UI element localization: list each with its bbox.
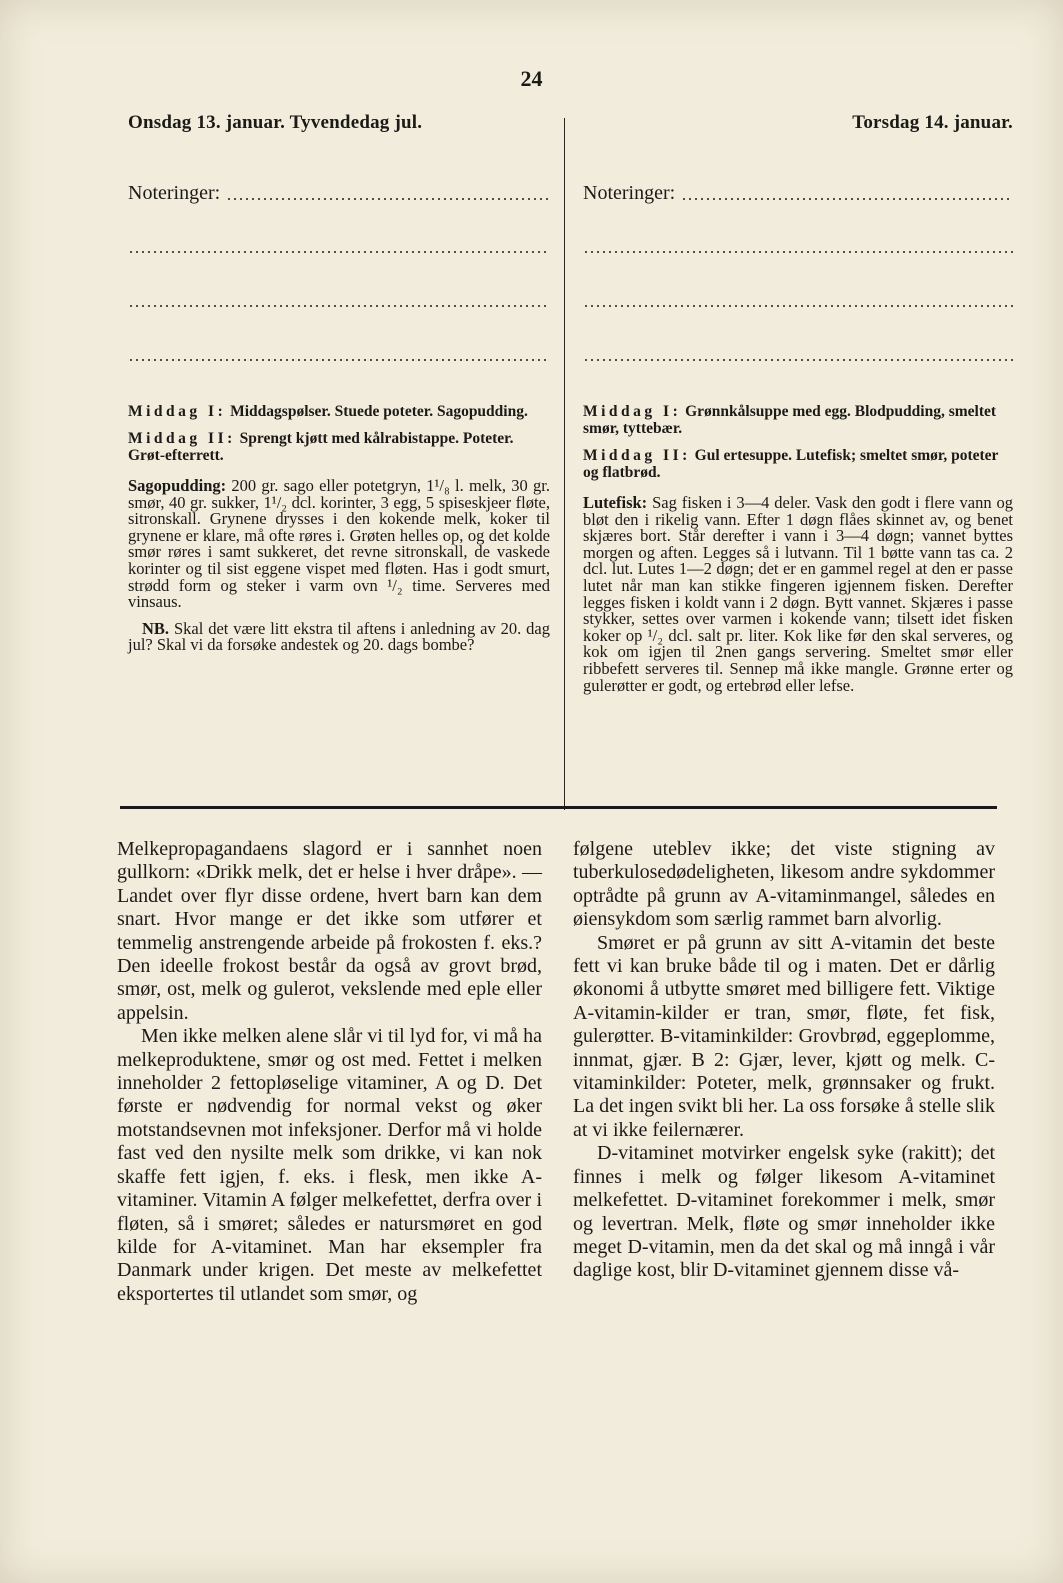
right-notes-dotted-line [583,251,1013,253]
left-notes-dotted-line [226,198,550,200]
left-recipe-label: Sagopudding: [128,476,227,495]
article-paragraph: følgene uteblev ikke; det viste stigning av tuberkulosedødeligheten, likesom andre sykdommer optrådte på grunn av A-vitaminmangel, således en øiensykdom som særlig rammet barn alvorlig. [573,838,995,931]
left-nb-label: NB. [142,618,170,638]
right-meals [583,403,1013,694]
right-meal-2-text: Gul ertesuppe. Lutefisk; smeltet smør, poteter og flatbrød. [583,447,999,481]
right-notes-dotted-line [583,359,1013,361]
right-day-header: Torsdag 14. januar. [852,112,1013,133]
right-meal-1-label: Middag I: [583,403,682,420]
section-divider [120,806,997,809]
left-meal-1-label: Middag I: [128,403,227,420]
left-recipe-text: 200 gr. sago eller potetgryn, 1¹/₈ l. melk, 30 gr. smør, 40 gr. sukker, 1¹/₂ dcl. korinter, 3 egg, 5 spiseskjeer fløte, sitronskall. Grynene drysses i den kokende melk, koker til grynene er klare, må ofte røres i. Grøten helles op, og det kolde smør røres i samt sukkeret, det revne sitronskall, de vaskede korinter og til sist eggene vispet med fløten. Has i godt smurt, strødd form og steker i varm ovn ¹/₂ time. Serveres med vinsaus. [128,476,551,612]
right-meal-1 [583,403,1013,437]
right-notes-dotted-line [681,198,1013,200]
left-notes-label: Noteringer: [128,182,221,204]
right-notes-label: Noteringer: [583,182,676,204]
left-meal-1-text: Middagspølser. Stuede poteter. Sagopudding. [230,403,528,420]
left-meal-2-label: Middag II: [128,430,236,447]
right-meal-2 [583,447,1013,481]
article-paragraph: D-vitaminet motvirker engelsk syke (rakitt); det finnes i melk og følger likesom A-vitaminet melkefettet. D-vitaminet forekommer i melk, smør og levertran. Melk, fløte og smør inneholder ikke meget D-vitamin, men da det skal og må inngå i vår daglige kost, blir D-vitaminet gjennem disse vå- [573,1142,995,1282]
left-notes-dotted-line [128,305,550,307]
article-right-column [573,838,995,1283]
article-paragraph: Smøret er på grunn av sitt A-vitamin det beste fett vi kan bruke både til og i maten. Det er dårlig økonomi å utbytte smøret med billigere fett. Viktige A-vitamin-kilder er tran, smør, fløte, fet fisk, gulerøtter. B-vitaminkilder: Grovbrød, eggeplomme, innmat, gjær. B 2: Gjær, lever, kjøtt og melk. C-vitaminkilder: Poteter, melk, grønnsaker og frukt. La det ingen svikt bli her. La oss forsøke å stelle slik at vi ikke feilernærer. [573,931,995,1141]
left-meal-1 [128,403,550,420]
left-day-header: Onsdag 13. januar. Tyvendedag jul. [128,112,423,133]
column-divider [564,118,565,810]
page-number: 24 [520,66,543,91]
right-day-column [583,112,1013,704]
right-recipe-label: Lutefisk: [583,493,648,512]
left-nb-text: Skal det være litt ekstra til aftens i anledning av 20. dag jul? Skal vi da forsøke andestek og 20. dags bombe? [128,618,550,655]
right-notes-dotted-line [583,305,1013,307]
right-meal-2-label: Middag II: [583,447,691,464]
left-day-column [128,112,550,664]
left-meals [128,403,550,654]
left-notes-dotted-line [128,359,550,361]
right-recipe [583,495,1013,694]
right-notes-section [583,182,1013,361]
right-meal-1-text: Grønnkålsuppe med egg. Blodpudding, smeltet smør, tyttebær. [583,403,997,437]
article-paragraph: Melkepropagandaens slagord er i sannhet noen gullkorn: «Drikk melk, det er helse i hver dråpe». — Landet over flyr disse ordene, hvert barn kan dem snart. Hvor mange er det ikke som utfører et temmelig anstrengende arbeide på frokosten f. eks.? Den ideelle frokost består da også av grovt brød, smør, ost, melk og gulerot, vekslende med eple eller appelsin. [117,838,542,1024]
article-paragraph: Men ikke melken alene slår vi til lyd for, vi må ha melkeproduktene, smør og ost med. Fettet i melken inneholder 2 fettopløselige vitaminer, A og D. Det første er nødvendig for normal vekst og øker motstandsevnen mot infeksjoner. Derfor må vi holde fast ved den nysilte melk som drikke, vi kan nok skaffe fett igjen, f. eks. i flesk, men ikke A-vitaminer. Vitamin A følger melkefettet, derfra over i fløten, så i smøret; således er natursmøret en god kilde for A-vitaminet. Man har eksempler fra Danmark under krigen. Det meste av melkefettet eksportertes til utlandet som smør, og [117,1025,542,1305]
right-recipe-text: Sag fisken i 3—4 deler. Vask den godt i flere vann og bløt den i rikelig vann. Efter 1 døgn flåes skinnet av, og benet skjæres bort. Står derefter i vann i 3—4 døgn; vannet byttes morgen og aften. Legges så i lutvann. Til 1 bøtte vann tas ca. 2 dcl. lut. Lutes 1—2 døgn; det er en gammel regel at den er passe lutet når man kan stikke fingeren igjennem fisken. Derefter legges fisken i koldt vann i 2 døgn. Bytt vannet. Skjæres i passe stykker, settes over varmen i kokende vann; tilsett idet fisken koker op ¹/₂ dcl. salt pr. liter. Kok like før den skal serveres, og kok om igjen til 2nen gangs servering. Smeltet smør eller ribbefett serveres til. Sennep må ikke mangle. Grønne erter og gulerøtter er godt, og ertebrød eller lefse. [583,493,1013,695]
left-recipe [128,478,550,611]
left-notes-section [128,182,550,361]
article-left-column [117,838,542,1306]
left-meal-2-text: Sprengt kjøtt med kålrabistappe. Poteter. Grøt-efterrett. [128,430,514,464]
left-nb [128,618,550,655]
left-notes-dotted-line [128,251,550,253]
left-meal-2 [128,430,550,464]
